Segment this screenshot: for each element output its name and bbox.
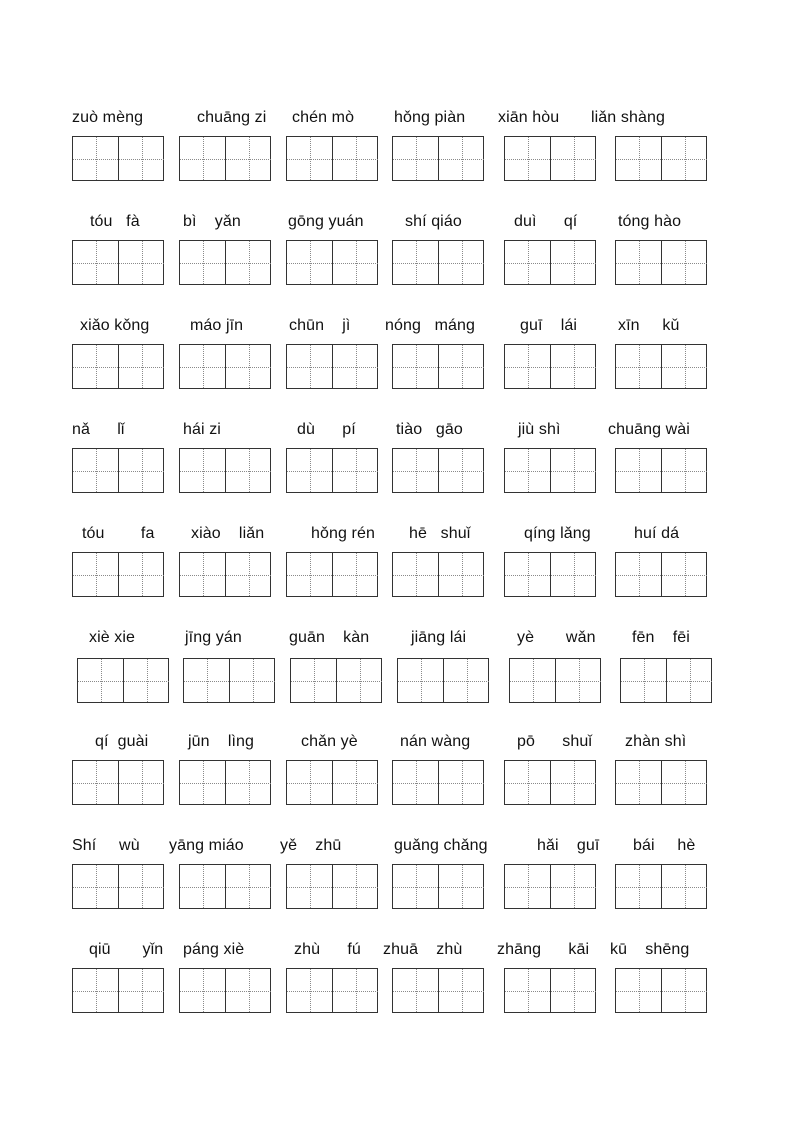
character-cell[interactable]	[332, 137, 378, 180]
character-cell[interactable]	[438, 137, 484, 180]
character-cell[interactable]	[505, 345, 550, 388]
worksheet-row	[0, 939, 794, 1043]
character-cell[interactable]	[661, 137, 707, 180]
writing-grid-box[interactable]	[179, 864, 271, 909]
character-cell[interactable]	[550, 345, 596, 388]
writing-grid-box[interactable]	[77, 658, 169, 703]
character-cell[interactable]	[73, 553, 118, 596]
writing-grid-box[interactable]	[290, 658, 382, 703]
writing-grid-box[interactable]	[392, 240, 484, 285]
character-cell[interactable]	[393, 137, 438, 180]
character-cell[interactable]	[287, 137, 332, 180]
character-cell[interactable]	[438, 553, 484, 596]
character-cell[interactable]	[438, 865, 484, 908]
character-cell[interactable]	[616, 969, 661, 1012]
writing-grid-box[interactable]	[392, 864, 484, 909]
writing-grid-box[interactable]	[504, 968, 596, 1013]
pinyin-label: nán wàng	[400, 733, 471, 750]
character-cell[interactable]	[225, 241, 271, 284]
pinyin-label: nǎ lǐ	[72, 421, 125, 438]
writing-grid-box[interactable]	[504, 240, 596, 285]
pinyin-label: xiǎo kǒng	[80, 317, 150, 334]
character-cell[interactable]	[505, 449, 550, 492]
pinyin-label: jiù shì	[518, 421, 561, 438]
character-cell[interactable]	[616, 241, 661, 284]
pinyin-label: shí qiáo	[405, 213, 462, 230]
pinyin-label: Shí wù	[72, 837, 140, 854]
writing-grid-box[interactable]	[615, 552, 707, 597]
pinyin-label: jīng yán	[185, 629, 242, 646]
writing-grid-box[interactable]	[392, 760, 484, 805]
character-cell[interactable]	[332, 761, 378, 804]
character-cell[interactable]	[184, 659, 229, 702]
character-cell[interactable]	[666, 659, 712, 702]
writing-grid-box[interactable]	[286, 760, 378, 805]
writing-grid-box[interactable]	[509, 658, 601, 703]
writing-grid-box[interactable]	[397, 658, 489, 703]
pinyin-label: gōng yuán	[288, 213, 364, 230]
character-cell[interactable]	[550, 761, 596, 804]
pinyin-label: pō shuǐ	[517, 733, 593, 750]
writing-grid-box[interactable]	[72, 760, 164, 805]
character-cell[interactable]	[118, 137, 164, 180]
character-cell[interactable]	[438, 969, 484, 1012]
pinyin-label: yè wǎn	[517, 629, 596, 646]
pinyin-label: guī lái	[520, 317, 578, 334]
character-cell[interactable]	[661, 241, 707, 284]
writing-grid-box[interactable]	[72, 968, 164, 1013]
character-cell[interactable]	[180, 969, 225, 1012]
character-cell[interactable]	[505, 137, 550, 180]
character-cell[interactable]	[438, 761, 484, 804]
character-cell[interactable]	[332, 345, 378, 388]
character-cell[interactable]	[225, 761, 271, 804]
character-cell[interactable]	[180, 241, 225, 284]
character-cell[interactable]	[225, 969, 271, 1012]
character-cell[interactable]	[661, 345, 707, 388]
pinyin-label: hǒng piàn	[394, 109, 466, 126]
character-cell[interactable]	[661, 553, 707, 596]
writing-grid-box[interactable]	[286, 344, 378, 389]
character-cell[interactable]	[616, 137, 661, 180]
character-cell[interactable]	[332, 969, 378, 1012]
worksheet-row	[0, 107, 794, 211]
character-cell[interactable]	[555, 659, 601, 702]
worksheet-row	[0, 211, 794, 315]
pinyin-label: tóng hào	[618, 213, 682, 230]
pinyin-label: zhuā zhù	[383, 941, 463, 958]
pinyin-label: guǎng chǎng	[394, 837, 488, 854]
writing-grid-box[interactable]	[392, 136, 484, 181]
pinyin-label: hē shuǐ	[409, 525, 471, 542]
pinyin-label: jiāng lái	[411, 629, 467, 646]
character-cell[interactable]	[505, 865, 550, 908]
character-cell[interactable]	[123, 659, 169, 702]
character-cell[interactable]	[616, 449, 661, 492]
character-cell[interactable]	[287, 553, 332, 596]
character-cell[interactable]	[550, 553, 596, 596]
pinyin-label: huí dá	[634, 525, 680, 542]
character-cell[interactable]	[118, 865, 164, 908]
worksheet-row	[0, 315, 794, 419]
writing-grid-box[interactable]	[615, 136, 707, 181]
pinyin-label: chǎn yè	[301, 733, 358, 750]
pinyin-label: chén mò	[292, 109, 355, 126]
character-cell[interactable]	[180, 345, 225, 388]
writing-grid-box[interactable]	[179, 344, 271, 389]
worksheet-row	[0, 523, 794, 627]
character-cell[interactable]	[393, 865, 438, 908]
character-cell[interactable]	[118, 241, 164, 284]
character-cell[interactable]	[225, 553, 271, 596]
pinyin-label: hái zi	[183, 421, 221, 438]
writing-grid-box[interactable]	[615, 864, 707, 909]
writing-grid-box[interactable]	[615, 344, 707, 389]
character-cell[interactable]	[438, 345, 484, 388]
writing-grid-box[interactable]	[615, 240, 707, 285]
character-cell[interactable]	[336, 659, 382, 702]
writing-grid-box[interactable]	[504, 864, 596, 909]
pinyin-label: guān kàn	[289, 629, 370, 646]
pinyin-label: bì yǎn	[183, 213, 241, 230]
character-cell[interactable]	[180, 553, 225, 596]
writing-grid-box[interactable]	[286, 136, 378, 181]
pinyin-label: zhāng kāi	[497, 941, 590, 958]
pinyin-label: xīn kǔ	[618, 317, 680, 334]
character-cell[interactable]	[180, 449, 225, 492]
worksheet-row	[0, 627, 794, 731]
character-cell[interactable]	[438, 241, 484, 284]
character-cell[interactable]	[661, 969, 707, 1012]
writing-grid-box[interactable]	[286, 240, 378, 285]
character-cell[interactable]	[661, 449, 707, 492]
writing-grid-box[interactable]	[179, 552, 271, 597]
character-cell[interactable]	[287, 761, 332, 804]
character-cell[interactable]	[118, 969, 164, 1012]
worksheet-row	[0, 835, 794, 939]
writing-grid-box[interactable]	[504, 448, 596, 493]
pinyin-label: yāng miáo	[169, 837, 244, 854]
pinyin-label: xiào liǎn	[191, 525, 265, 542]
writing-grid-box[interactable]	[286, 448, 378, 493]
writing-grid-box[interactable]	[504, 552, 596, 597]
character-cell[interactable]	[332, 553, 378, 596]
pinyin-label: nóng máng	[385, 317, 476, 334]
character-cell[interactable]	[550, 865, 596, 908]
pinyin-label: dù pí	[297, 421, 356, 438]
writing-grid-box[interactable]	[72, 344, 164, 389]
pinyin-label: zuò mèng	[72, 109, 144, 126]
character-cell[interactable]	[180, 137, 225, 180]
character-cell[interactable]	[550, 137, 596, 180]
character-cell[interactable]	[616, 761, 661, 804]
pinyin-label: máo jīn	[190, 317, 244, 334]
worksheet-row	[0, 419, 794, 523]
character-cell[interactable]	[393, 969, 438, 1012]
character-cell[interactable]	[393, 449, 438, 492]
writing-grid-box[interactable]	[504, 344, 596, 389]
pinyin-label: bái hè	[633, 837, 696, 854]
pinyin-label: tiào gāo	[396, 421, 463, 438]
writing-grid-box[interactable]	[179, 240, 271, 285]
pinyin-label: zhàn shì	[625, 733, 687, 750]
pinyin-label: qíng lǎng	[524, 525, 591, 542]
character-cell[interactable]	[229, 659, 275, 702]
pinyin-label: xiè xie	[89, 629, 136, 646]
writing-grid-box[interactable]	[504, 760, 596, 805]
character-cell[interactable]	[393, 553, 438, 596]
character-cell[interactable]	[398, 659, 443, 702]
writing-grid-box[interactable]	[72, 864, 164, 909]
character-cell[interactable]	[225, 865, 271, 908]
writing-grid-box[interactable]	[504, 136, 596, 181]
writing-grid-box[interactable]	[392, 448, 484, 493]
writing-grid-box[interactable]	[392, 344, 484, 389]
pinyin-label: yě zhū	[280, 837, 342, 854]
character-cell[interactable]	[332, 865, 378, 908]
character-cell[interactable]	[550, 969, 596, 1012]
character-cell[interactable]	[291, 659, 336, 702]
writing-grid-box[interactable]	[179, 448, 271, 493]
character-cell[interactable]	[73, 449, 118, 492]
writing-grid-box[interactable]	[179, 136, 271, 181]
character-cell[interactable]	[332, 449, 378, 492]
character-cell[interactable]	[393, 761, 438, 804]
character-cell[interactable]	[73, 865, 118, 908]
character-cell[interactable]	[661, 865, 707, 908]
writing-grid-box[interactable]	[615, 760, 707, 805]
character-cell[interactable]	[73, 241, 118, 284]
character-cell[interactable]	[73, 761, 118, 804]
pinyin-label: xiān hòu	[498, 109, 560, 126]
pinyin-label: hǎi guī	[537, 837, 600, 854]
character-cell[interactable]	[118, 553, 164, 596]
character-cell[interactable]	[180, 865, 225, 908]
character-cell[interactable]	[510, 659, 555, 702]
writing-grid-box[interactable]	[179, 760, 271, 805]
writing-grid-box[interactable]	[286, 552, 378, 597]
writing-grid-box[interactable]	[620, 658, 712, 703]
character-cell[interactable]	[393, 345, 438, 388]
writing-grid-box[interactable]	[392, 968, 484, 1013]
writing-grid-box[interactable]	[72, 552, 164, 597]
pinyin-label: liǎn shàng	[591, 109, 665, 126]
character-cell[interactable]	[287, 449, 332, 492]
character-cell[interactable]	[621, 659, 666, 702]
writing-grid-box[interactable]	[179, 968, 271, 1013]
character-cell[interactable]	[73, 969, 118, 1012]
character-cell[interactable]	[616, 553, 661, 596]
pinyin-label: chuāng zi	[197, 109, 267, 126]
character-cell[interactable]	[118, 345, 164, 388]
pinyin-label: zhù fú	[294, 941, 361, 958]
character-cell[interactable]	[180, 761, 225, 804]
pinyin-label: fēn fēi	[632, 629, 690, 646]
character-cell[interactable]	[118, 449, 164, 492]
character-cell[interactable]	[225, 137, 271, 180]
pinyin-label: jūn lìng	[188, 733, 255, 750]
writing-grid-box[interactable]	[72, 240, 164, 285]
pinyin-label: páng xiè	[183, 941, 245, 958]
character-cell[interactable]	[287, 241, 332, 284]
character-cell[interactable]	[287, 969, 332, 1012]
character-cell[interactable]	[505, 969, 550, 1012]
character-cell[interactable]	[225, 449, 271, 492]
worksheet-row	[0, 731, 794, 835]
writing-grid-box[interactable]	[615, 448, 707, 493]
character-cell[interactable]	[73, 137, 118, 180]
character-cell[interactable]	[73, 345, 118, 388]
writing-grid-box[interactable]	[286, 864, 378, 909]
character-cell[interactable]	[550, 449, 596, 492]
pinyin-label: chuāng wài	[608, 421, 690, 438]
pinyin-label: chūn jì	[289, 317, 351, 334]
character-cell[interactable]	[550, 241, 596, 284]
character-cell[interactable]	[505, 761, 550, 804]
pinyin-label: tóu fà	[90, 213, 140, 230]
character-cell[interactable]	[78, 659, 123, 702]
pinyin-label: hǒng rén	[311, 525, 375, 542]
character-cell[interactable]	[438, 449, 484, 492]
writing-grid-box[interactable]	[615, 968, 707, 1013]
writing-grid-box[interactable]	[72, 448, 164, 493]
character-cell[interactable]	[332, 241, 378, 284]
character-cell[interactable]	[287, 345, 332, 388]
writing-grid-box[interactable]	[392, 552, 484, 597]
character-cell[interactable]	[505, 241, 550, 284]
character-cell[interactable]	[118, 761, 164, 804]
pinyin-label: qí guài	[95, 733, 149, 750]
character-cell[interactable]	[287, 865, 332, 908]
character-cell[interactable]	[616, 345, 661, 388]
character-cell[interactable]	[393, 241, 438, 284]
character-cell[interactable]	[661, 761, 707, 804]
writing-grid-box[interactable]	[183, 658, 275, 703]
writing-grid-box[interactable]	[72, 136, 164, 181]
pinyin-label: kū shēng	[610, 941, 690, 958]
character-cell[interactable]	[225, 345, 271, 388]
pinyin-label: qiū yǐn	[89, 941, 164, 958]
pinyin-label: tóu fa	[82, 525, 155, 542]
character-cell[interactable]	[616, 865, 661, 908]
writing-grid-box[interactable]	[286, 968, 378, 1013]
character-cell[interactable]	[505, 553, 550, 596]
character-cell[interactable]	[443, 659, 489, 702]
pinyin-label: duì qí	[514, 213, 578, 230]
